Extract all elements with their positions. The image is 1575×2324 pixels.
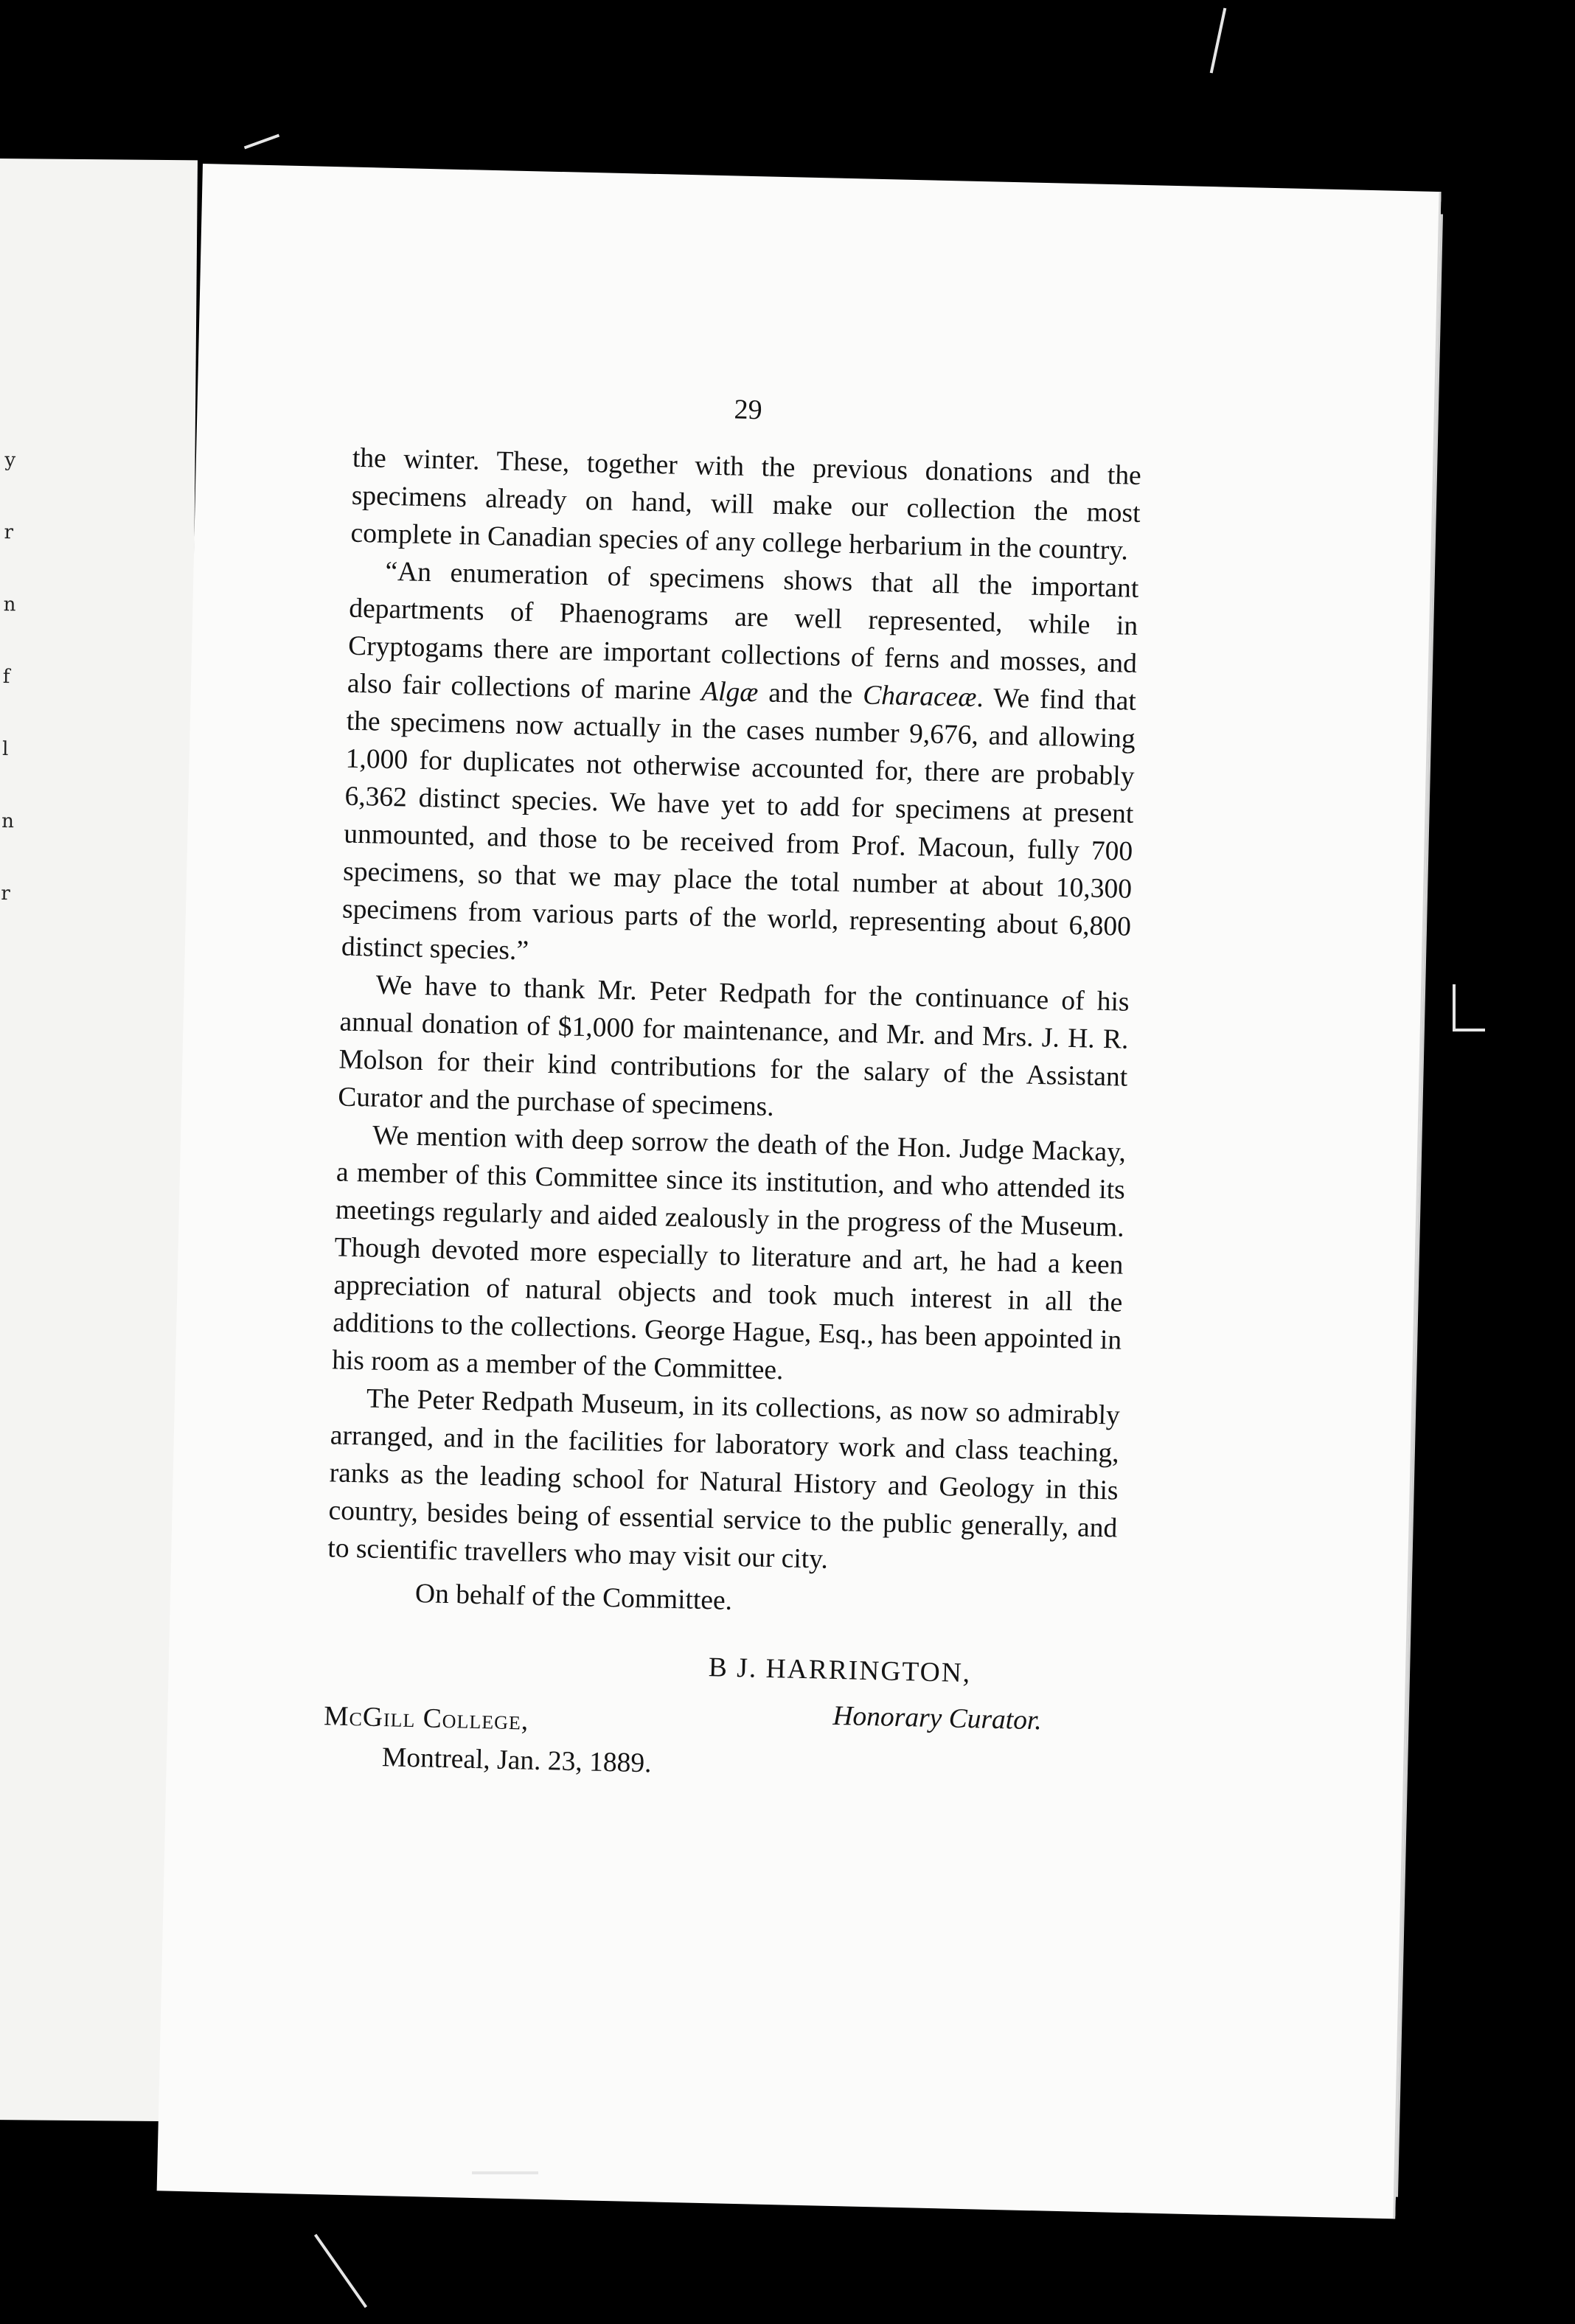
scan-artifact-mark [1210,8,1227,74]
enumeration-text-part1: “An enumeration of specimens shows that all the important departments of Phaenograms are well represented, while in Cryptogams there are important collections of ferns and mosses, and also fair collections of marine [347,556,1139,707]
paragraph-museum: The Peter Redpath Museum, in its collections, as now so admirably arranged, and in the facilities for laboratory work and class teaching, ranks as the leading school for Natural History and Geology in this country, besides being of essential service to the public generally, and to scientific travellers who may visit our city. [327,1383,1121,1575]
paragraph-enumeration [341,552,1138,984]
edge-letter: n [1,810,15,833]
behalf-line: On behalf of the Committee. [414,1579,733,1616]
enumeration-text-part2: and the [757,678,863,711]
paragraph-herbarium: the winter. These, together with the previous donations and the specimens already on hand, will make our collection the most complete in Canadian species of any college herbarium in the country. [350,442,1142,566]
algae-term: Algæ [700,676,759,709]
signer-title: Honorary Curator. [832,1700,1043,1736]
paragraph-obituary: We mention with deep sorrow the death of the Hon. Judge Mackay, a member of this Committee since its institution, and who attended its meetings regularly and aided zealously in the progress of the Museum. Though devoted more especially to literature and art, he had a keen appreciation of natural objects and took much interest in all the additions to the collections. George Hague, Esq., has been appointed in his room as a member of the Committee. [331,1120,1127,1386]
edge-letter: f [2,666,10,689]
edge-letter: l [1,738,9,761]
enumeration-text-part3: . We find that the specimens now actually in the cases number 9,676, and allowing 1,000 for duplicates not otherwise accounted for, there are probably 6,362 distinct species. We have yet to add for specimens at present unmounted, and those to be received from Prof. Macoun, fully 700 specimens, so that we may place the total number at about 10,300 specimens from various parts of the world, representing about 6,800 distinct species.” [341,683,1137,967]
right-page [157,164,1442,2219]
edge-letter: y [4,449,16,472]
signer-name: B J. HARRINGTON, [708,1652,972,1689]
characeae-term: Characeæ [862,680,977,713]
scan-artifact-mark [314,2234,367,2309]
edge-letter: n [3,594,16,616]
left-page-edge-letters [1,424,18,930]
signature-block [323,1610,1116,1790]
paragraph-thanks: We have to thank Mr. Peter Redpath for the continuance of his annual donation of $1,000 for maintenance, and Mr. and Mrs. J. H. R. Molson for their kind contributions for the salary of the Assistant Curator and the purchase of specimens. [337,970,1130,1122]
date-line: Montreal, Jan. 23, 1889. [381,1742,652,1779]
scan-artifact-bracket [1453,984,1485,1031]
scan-artifact-mark [244,134,279,150]
college-name: McGill College, [323,1701,529,1736]
edge-letter: r [4,521,14,544]
scan-artifact-mark [472,2171,538,2174]
edge-letter: r [1,883,10,905]
page-number: 29 [734,394,763,426]
page-content [323,383,1144,1791]
